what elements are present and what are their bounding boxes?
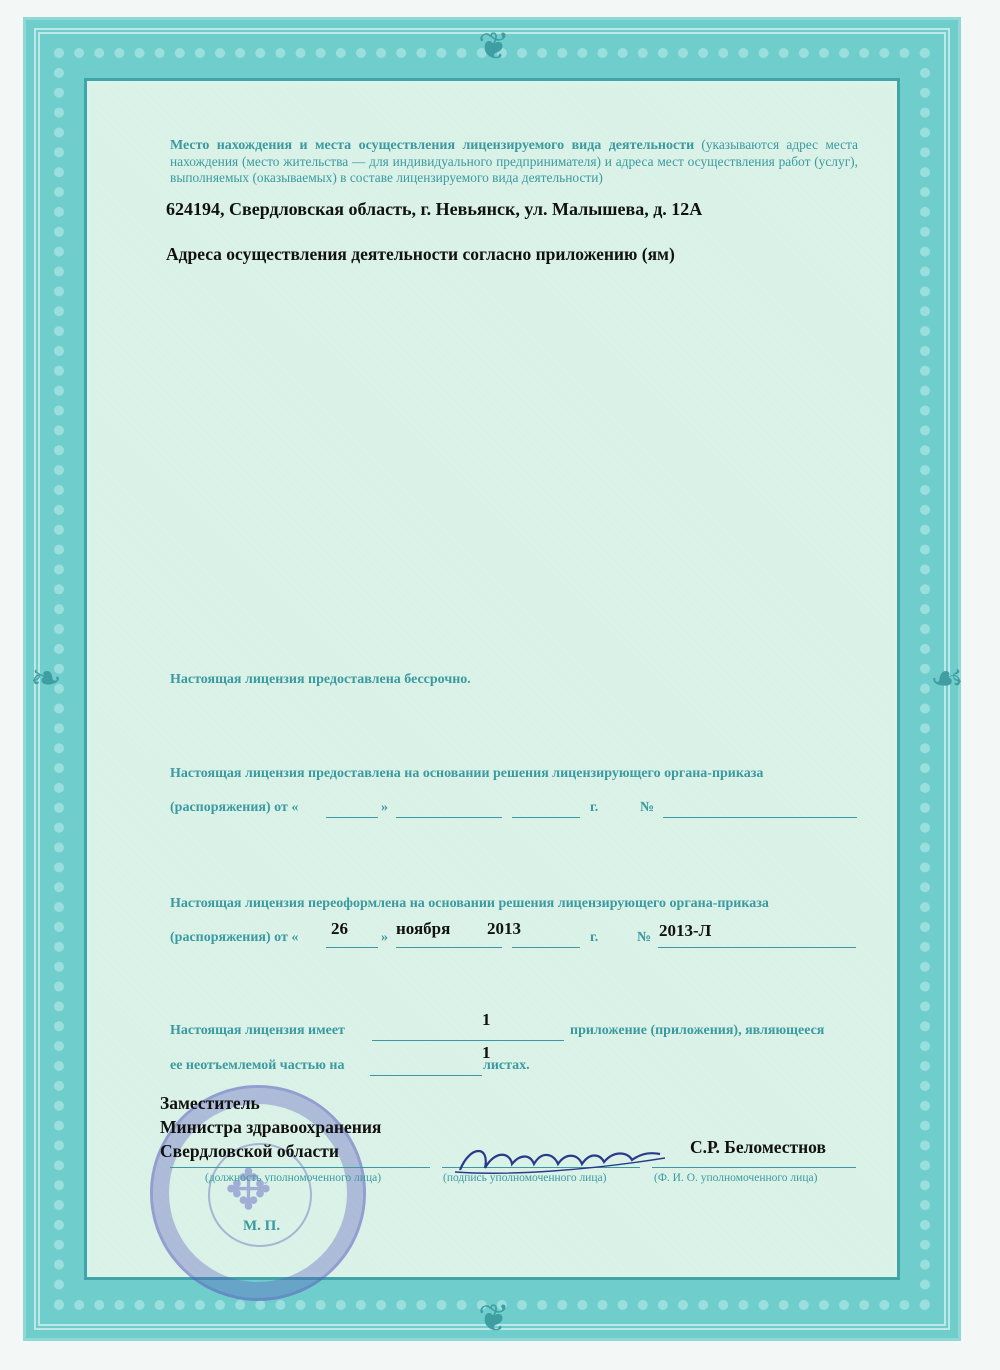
location-heading [170, 137, 858, 186]
granted-year-suffix: г. [590, 800, 599, 815]
reissued-year: 2013 [487, 919, 521, 938]
appendix-line1-prefix: Настоящая лицензия имеет [170, 1023, 345, 1038]
left-ornament-icon: ❧ [30, 658, 62, 700]
reissued-number-label: № [637, 930, 652, 945]
granted-day-line [326, 816, 378, 818]
reissued-prefix: (распоряжения) от « [170, 930, 299, 945]
reissued-number-line [658, 946, 856, 948]
addresses-note: Адреса осуществления деятельности согласно приложению (ям) [166, 244, 675, 264]
signatory-line3: Свердловской области [160, 1141, 339, 1161]
reissued-year-suffix: г. [590, 930, 599, 945]
granted-number-label: № [640, 800, 655, 815]
reissued-month: ноября [396, 919, 451, 938]
appendix-line2-prefix: ее неотъемлемой частью на [170, 1058, 345, 1073]
appendix-line1-suffix: приложение (приложения), являющееся [570, 1023, 825, 1038]
eagle-emblem-icon: ✥ [225, 1160, 272, 1222]
reissued-quote-close: » [381, 930, 388, 945]
appendix-sheets-line [370, 1074, 482, 1076]
top-ornament-icon: ❦ [478, 26, 510, 68]
appendix-line2-suffix: листах. [483, 1058, 530, 1073]
granted-year-line [512, 816, 580, 818]
reissued-year-line [512, 946, 580, 948]
appendix-count-line [372, 1039, 564, 1041]
granted-line1: Настоящая лицензия предоставлена на основании решения лицензирующего органа-приказа [170, 766, 764, 781]
appendix-count: 1 [482, 1010, 491, 1029]
fio-line [652, 1166, 856, 1168]
location-heading-title: Место нахождения и места осуществления лицензируемого вида деятельности [170, 138, 695, 153]
reissued-line1: Настоящая лицензия переоформлена на основании решения лицензирующего органа-приказа [170, 896, 769, 911]
main-address: 624194, Свердловская область, г. Невьянск, ул. Малышева, д. 12А [166, 199, 703, 219]
right-ornament-icon: ☙ [930, 658, 965, 700]
granted-number-line [663, 816, 857, 818]
bottom-ornament-icon: ❦ [478, 1298, 510, 1340]
signature-caption: (подпись уполномоченного лица) [443, 1172, 607, 1184]
signatory-line2: Министра здравоохранения [160, 1117, 382, 1137]
fio-caption: (Ф. И. О. уполномоченного лица) [654, 1172, 818, 1184]
reissued-day-line [326, 946, 378, 948]
position-caption: (должность уполномоченного лица) [205, 1172, 382, 1184]
mp-caption: М. П. [243, 1218, 281, 1234]
license-term: Настоящая лицензия предоставлена бессрочно. [170, 672, 471, 687]
reissued-day: 26 [331, 919, 348, 938]
appendix-sheets: 1 [482, 1043, 491, 1062]
granted-prefix: (распоряжения) от « [170, 800, 299, 815]
granted-month-line [396, 816, 502, 818]
reissued-number: 2013-Л [659, 921, 712, 940]
position-line [170, 1166, 430, 1168]
signatory-name: С.Р. Беломестнов [690, 1137, 826, 1157]
granted-quote-close: » [381, 800, 388, 815]
reissued-month-line [396, 946, 502, 948]
signatory-line1: Заместитель [160, 1093, 260, 1113]
location-heading-description: (указываются адрес места нахождения (место жительства — для индивидуального предпринимателя) и адреса мест осуществления работ (услуг), выполняемых (оказываемых) в составе лицензируемого вида деятельности) [170, 137, 858, 185]
